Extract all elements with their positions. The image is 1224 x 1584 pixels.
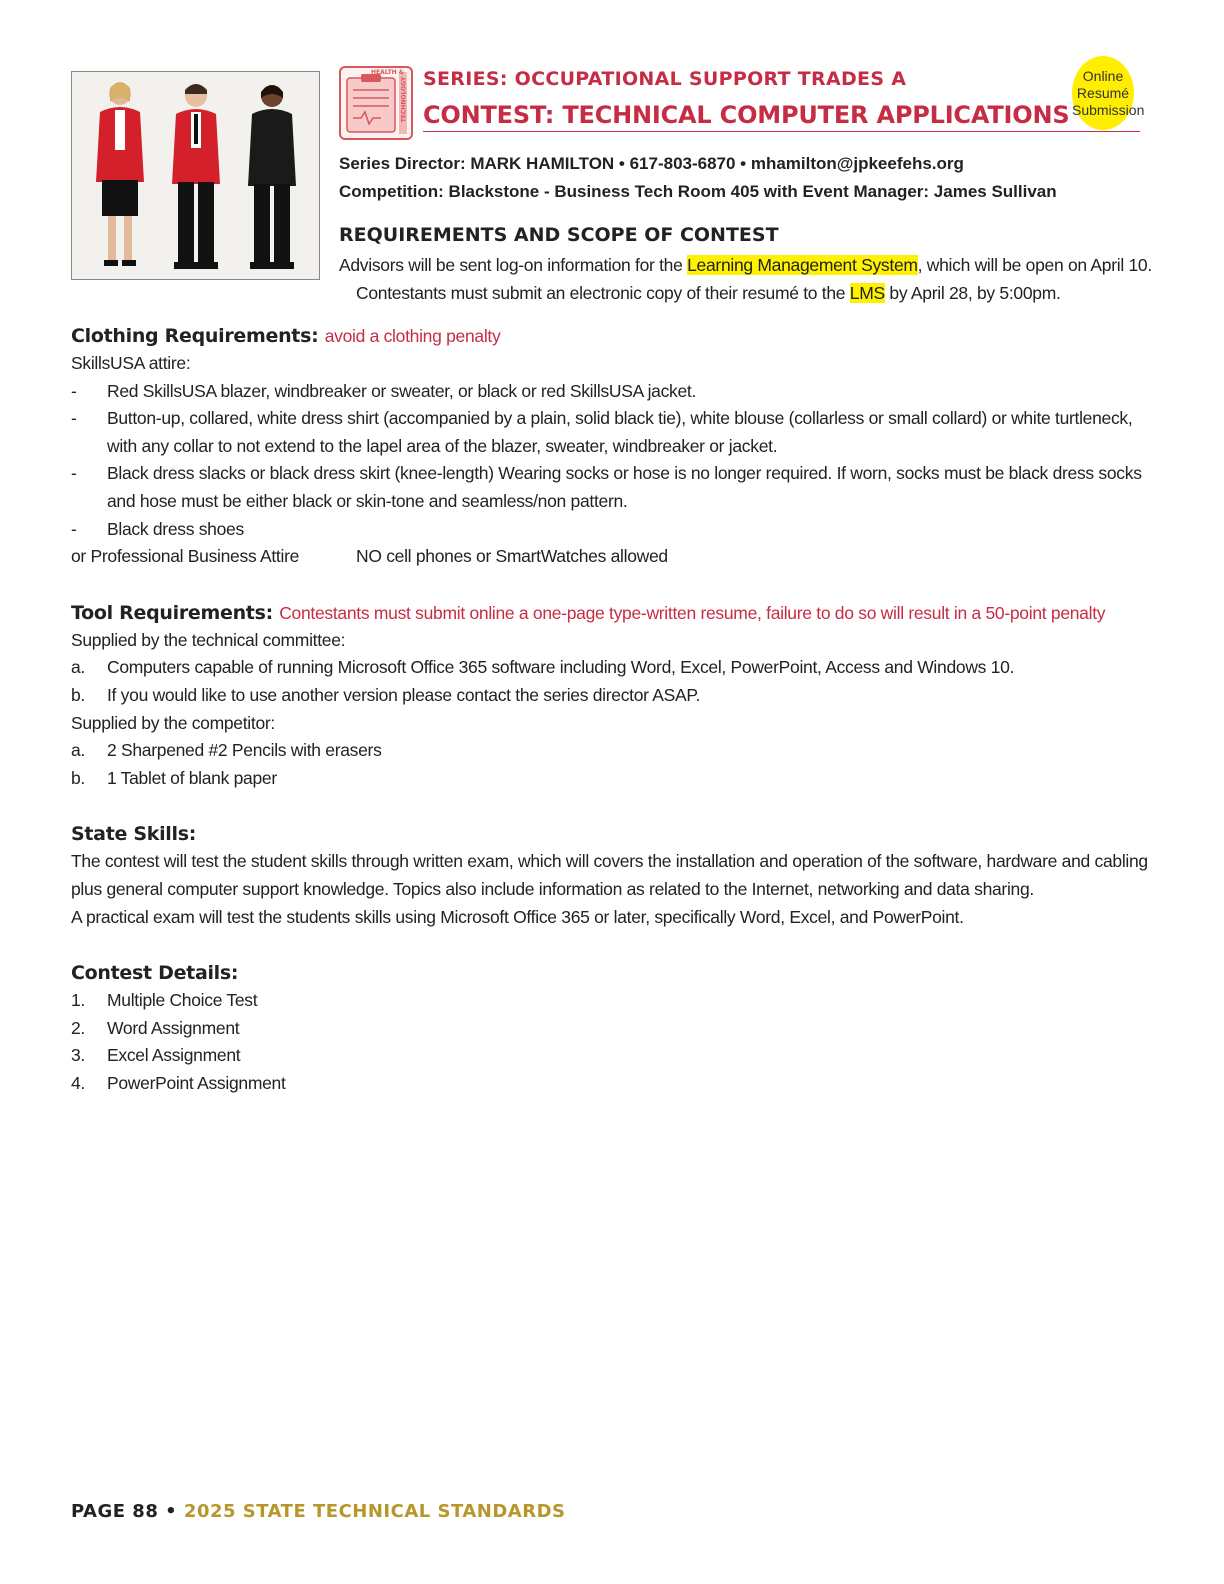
list-item: 4. PowerPoint Assignment xyxy=(71,1072,286,1093)
lms-abbrev-highlight: LMS xyxy=(849,283,885,303)
list-item: 1. Multiple Choice Test xyxy=(71,990,258,1011)
list-item: - Black dress slacks or black dress skirt (knee-length) Wearing socks or hose is no longer required. If worn, socks must be black dress socks and hose must be either black or skin-tone and seamless/non pattern. xyxy=(71,460,1161,515)
req-text-1a: Advisors will be sent log-on information for the xyxy=(339,255,688,275)
alt-attire-line xyxy=(71,543,1161,571)
page-footer xyxy=(71,1501,565,1522)
badge-line-1: Online xyxy=(1082,67,1124,84)
list-item: b. 1 Tablet of blank paper xyxy=(71,767,277,788)
resume-penalty-note: Contestants must submit online a one-page type-written resume, failure to do so will result in a 50-point penalty xyxy=(279,602,1106,623)
req-text-2a: Contestants must submit an electronic copy of their resumé to the xyxy=(356,283,850,303)
skills-paragraph-2: A practical exam will test the students skills using Microsoft Office 365 or later, specifically Word, Excel, and PowerPoint. xyxy=(71,906,964,927)
requirements-line-2 xyxy=(339,279,1152,307)
contact-block xyxy=(339,150,1057,206)
competition-line: Competition: Blackstone - Business Tech Room 405 with Event Manager: James Sullivan xyxy=(339,182,1057,201)
list-item: 2. Word Assignment xyxy=(71,1017,240,1038)
title-divider xyxy=(423,131,1140,132)
list-item: b. If you would like to use another version please contact the series director ASAP. xyxy=(71,684,701,705)
tool-section-heading xyxy=(71,599,1161,627)
badge-line-3: Submission xyxy=(1072,101,1145,118)
attire-intro: SkillsUSA attire: xyxy=(71,353,191,373)
clothing-section-heading xyxy=(71,322,1161,350)
contest-details-heading: Contest Details: xyxy=(71,962,239,985)
clothing-item-4: Black dress shoes xyxy=(107,518,244,539)
req-text-1b: , which will be open on April 10. xyxy=(917,255,1152,275)
list-item: - Red SkillsUSA blazer, windbreaker or sweater, or black or red SkillsUSA jacket. xyxy=(71,378,1161,406)
tool-heading: Tool Requirements: xyxy=(71,601,273,624)
students-illustration xyxy=(72,72,320,280)
attire-photo xyxy=(71,71,320,280)
clothing-heading: Clothing Requirements: xyxy=(71,325,319,347)
clothing-item-3: Black dress slacks or black dress skirt (knee-length) Wearing socks or hose is no longer required. If worn, socks must be black dress socks and hose must be either black or skin-tone and seamless/non pattern. xyxy=(107,463,1142,511)
requirements-line-1 xyxy=(339,251,1152,279)
series-director-line: Series Director: MARK HAMILTON • 617-803-6870 • mhamilton@jpkeefehs.org xyxy=(339,154,964,173)
professional-attire: or Professional Business Attire xyxy=(71,546,300,567)
requirements-body xyxy=(339,251,1152,307)
page-number: PAGE 88 • xyxy=(71,1501,178,1522)
state-skills-heading: State Skills: xyxy=(71,823,197,846)
committee-intro: Supplied by the technical committee: xyxy=(71,629,346,650)
clothing-penalty-note: avoid a clothing penalty xyxy=(324,326,501,346)
health-technology-logo xyxy=(339,66,413,140)
main-content xyxy=(71,322,1161,1097)
footer-title: 2025 STATE TECHNICAL STANDARDS xyxy=(183,1501,566,1522)
list-item: - Button-up, collared, white dress shirt (accompanied by a plain, solid black tie), white blouse (collarless or small collard) or white turtleneck, with any collar to not extend to the lapel area of the blazer, sweater, windbreaker or jacket. xyxy=(71,405,1161,460)
badge-line-2: Resumé xyxy=(1076,84,1130,101)
requirements-heading: REQUIREMENTS AND SCOPE OF CONTEST xyxy=(339,224,779,246)
list-item: - Black dress shoes xyxy=(71,516,1161,544)
series-title: SERIES: OCCUPATIONAL SUPPORT TRADES A xyxy=(423,68,907,90)
logo-text-technology: TECHNOLOGY xyxy=(400,76,408,123)
online-resume-badge xyxy=(1072,56,1145,130)
contest-title: CONTEST: TECHNICAL COMPUTER APPLICATIONS xyxy=(423,101,1070,129)
lms-highlight: Learning Management System xyxy=(687,255,918,275)
list-item: 3. Excel Assignment xyxy=(71,1045,241,1066)
req-text-2b: by April 28, by 5:00pm. xyxy=(884,283,1061,303)
clothing-item-1: Red SkillsUSA blazer, windbreaker or sweater, or black or red SkillsUSA jacket. xyxy=(107,380,697,401)
competitor-intro: Supplied by the competitor: xyxy=(71,712,275,733)
list-item: a. Computers capable of running Microsoft Office 365 software including Word, Excel, PowerPoint, Access and Windows 10. xyxy=(71,657,1015,678)
skills-paragraph-1: The contest will test the student skills through written exam, which will covers the installation and operation of the software, hardware and cabling plus general computer support knowledge. Topics also include information as related to the Internet, networking and data sharing. xyxy=(71,851,1148,899)
no-phones-note: NO cell phones or SmartWatches allowed xyxy=(356,546,668,567)
list-item: a. 2 Sharpened #2 Pencils with erasers xyxy=(71,740,382,761)
clothing-item-2: Button-up, collared, white dress shirt (accompanied by a plain, solid black tie), white blouse (collarless or small collard) or white turtleneck, with any collar to not extend to the lapel area of the blazer, sweater, windbreaker or jacket. xyxy=(107,408,1133,456)
logo-text-health: HEALTH & xyxy=(371,69,405,76)
